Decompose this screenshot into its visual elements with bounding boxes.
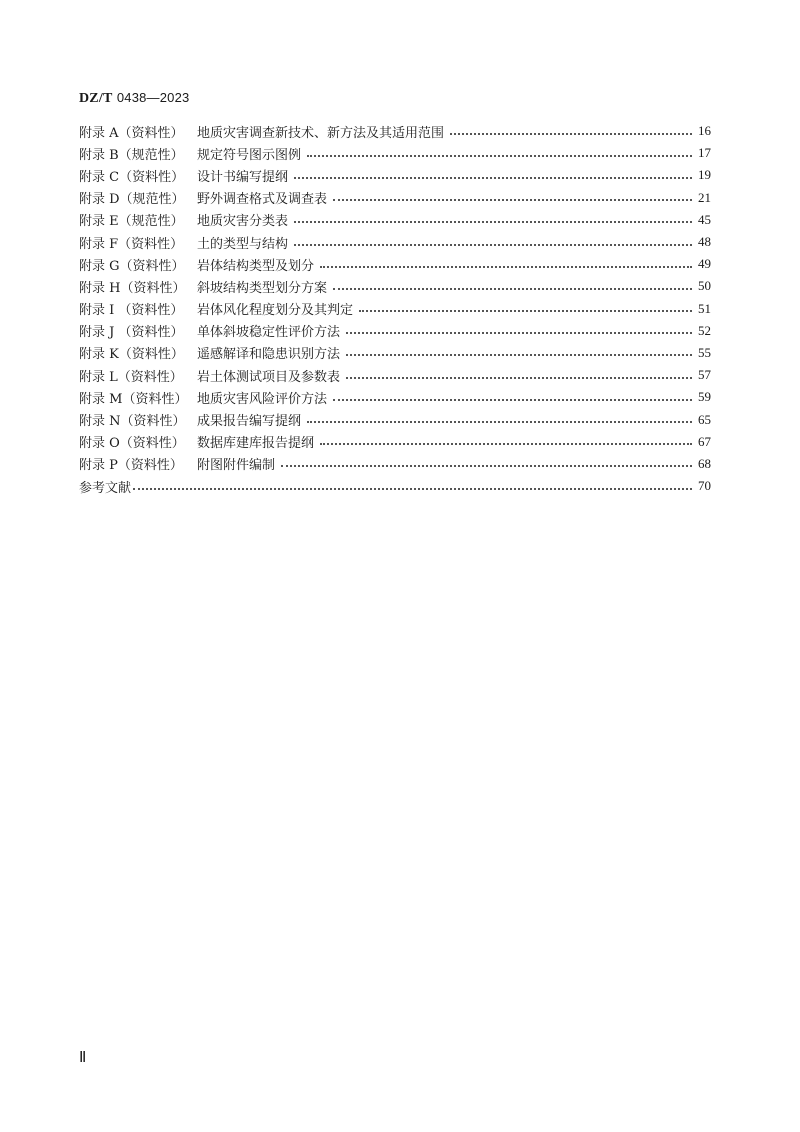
toc-entry-label: 附录 N（资料性） [79, 414, 186, 430]
toc-entry[interactable] [79, 431, 711, 453]
toc-entry-page: 65 [698, 411, 711, 427]
toc-entry-label: 附录 A（资料性） [79, 125, 184, 141]
toc-entry-page: 51 [698, 300, 711, 316]
toc-entry-page: 55 [698, 344, 711, 360]
standard-code-number: 0438—2023 [116, 90, 190, 105]
toc-entry-title: 设计书编写提纲 [197, 169, 289, 185]
toc-entry-page: 21 [698, 189, 711, 205]
toc-entry-page: 68 [698, 455, 711, 471]
toc-entry-page: 19 [698, 167, 711, 183]
toc-entry-references[interactable] [79, 475, 711, 497]
toc-entry[interactable] [79, 408, 711, 430]
table-of-contents [79, 120, 711, 497]
toc-entry[interactable] [79, 364, 711, 386]
dot-leader [307, 154, 692, 157]
toc-entry[interactable] [79, 209, 711, 231]
toc-entry-label: 附录 D（规范性） [79, 192, 185, 208]
toc-entry-label: 附录 M（资料性） [79, 391, 188, 407]
toc-entry-title: 岩体结构类型及划分 [197, 258, 315, 274]
page-number: Ⅱ [79, 1050, 87, 1066]
dot-leader [294, 220, 692, 223]
toc-entry-label: 附录 K（资料性） [79, 347, 184, 363]
toc-entry[interactable] [79, 298, 711, 320]
toc-entry-page: 67 [698, 433, 711, 449]
toc-entry-title: 成果报告编写提纲 [197, 414, 302, 430]
toc-entry-title: 遥感解译和隐患识别方法 [197, 347, 341, 363]
toc-entry-page: 59 [698, 389, 711, 405]
toc-entry[interactable] [79, 386, 711, 408]
toc-entry[interactable] [79, 253, 711, 275]
dot-leader [333, 287, 692, 290]
toc-entry[interactable] [79, 275, 711, 297]
references-label: 参考文献 [79, 480, 132, 496]
dot-leader [346, 376, 692, 379]
dot-leader [307, 420, 692, 423]
toc-entry-page: 48 [698, 234, 711, 250]
toc-entry-title: 土的类型与结构 [197, 236, 289, 252]
toc-entry-title: 数据库建库报告提纲 [197, 436, 315, 452]
toc-entry[interactable] [79, 120, 711, 142]
references-page: 70 [698, 478, 711, 494]
toc-entry-label: 附录 B（规范性） [79, 147, 184, 163]
toc-entry-title: 斜坡结构类型划分方案 [197, 280, 328, 296]
toc-entry[interactable] [79, 231, 711, 253]
toc-entry-page: 17 [698, 145, 711, 161]
toc-entry[interactable] [79, 164, 711, 186]
dot-leader [294, 243, 692, 246]
dot-leader [333, 398, 692, 401]
dot-leader [333, 198, 692, 201]
toc-entry-label: 附录 O（资料性） [79, 436, 185, 452]
toc-entry-page: 49 [698, 256, 711, 272]
toc-entry[interactable] [79, 142, 711, 164]
toc-entry-title: 岩土体测试项目及参数表 [197, 369, 341, 385]
toc-entry[interactable] [79, 453, 711, 475]
toc-entry-label: 附录 E（规范性） [79, 214, 184, 230]
toc-entry-label: 附录 J （资料性） [79, 325, 184, 341]
toc-entry-title: 野外调查格式及调查表 [197, 192, 328, 208]
toc-entry-label: 附录 H（资料性） [79, 280, 186, 296]
toc-entry[interactable] [79, 187, 711, 209]
dot-leader [346, 353, 692, 356]
toc-entry-page: 16 [698, 123, 711, 139]
toc-entry[interactable] [79, 320, 711, 342]
toc-entry-title: 附图附件编制 [197, 458, 276, 474]
dot-leader [294, 176, 692, 179]
toc-entry-page: 45 [698, 211, 711, 227]
dot-leader [320, 265, 692, 268]
standard-code [79, 90, 189, 107]
toc-entry-page: 57 [698, 367, 711, 383]
toc-entry[interactable] [79, 342, 711, 364]
toc-entry-page: 50 [698, 278, 711, 294]
dot-leader [359, 309, 692, 312]
toc-entry-title: 地质灾害调查新技术、新方法及其适用范围 [197, 125, 445, 141]
dot-leader [346, 331, 692, 334]
toc-entry-label: 附录 G（资料性） [79, 258, 185, 274]
toc-entry-title: 地质灾害分类表 [197, 214, 289, 230]
toc-entry-label: 附录 I （资料性） [79, 303, 184, 319]
toc-entry-label: 附录 P（资料性） [79, 458, 183, 474]
dot-leader [320, 442, 692, 445]
toc-entry-title: 规定符号图示图例 [197, 147, 302, 163]
toc-entry-label: 附录 L（资料性） [79, 369, 183, 385]
toc-entry-title: 单体斜坡稳定性评价方法 [197, 325, 341, 341]
standard-code-prefix: DZ/T [79, 91, 113, 106]
dot-leader [133, 487, 692, 490]
dot-leader [281, 464, 692, 467]
toc-entry-title: 地质灾害风险评价方法 [197, 391, 328, 407]
toc-entry-label: 附录 C（资料性） [79, 169, 185, 185]
toc-entry-label: 附录 F（资料性） [79, 236, 184, 252]
toc-entry-page: 52 [698, 322, 711, 338]
dot-leader [450, 132, 692, 135]
toc-entry-title: 岩体风化程度划分及其判定 [197, 303, 354, 319]
